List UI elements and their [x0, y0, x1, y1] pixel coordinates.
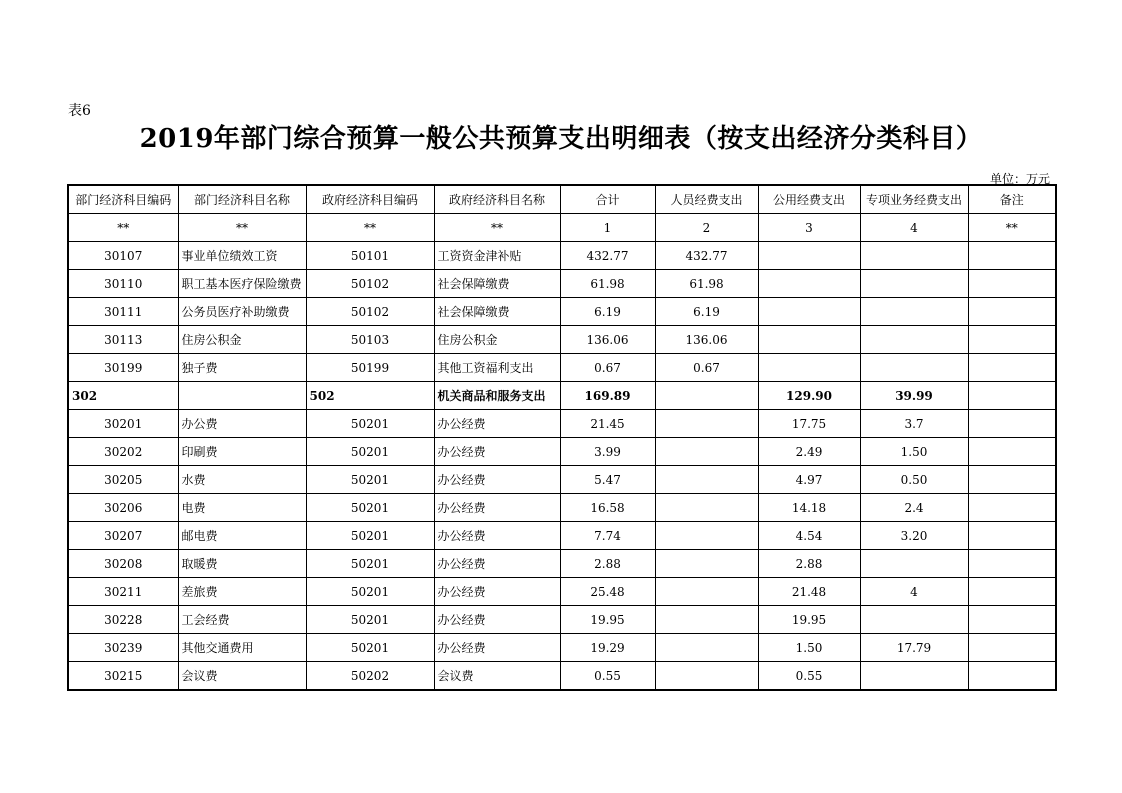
table-cell: 30110	[68, 270, 178, 298]
table-cell	[968, 606, 1056, 634]
table-cell: 部门经济科目编码	[68, 185, 178, 214]
table-cell: 50201	[306, 438, 434, 466]
table-cell: 社会保障缴费	[434, 270, 560, 298]
table-cell: 50201	[306, 522, 434, 550]
table-cell: 50102	[306, 270, 434, 298]
table-cell: 办公经费	[434, 410, 560, 438]
table-cell: 0.55	[560, 662, 655, 691]
table-row	[68, 438, 1056, 466]
table-cell	[968, 438, 1056, 466]
table-cell: 21.48	[758, 578, 860, 606]
table-cell: 1	[560, 214, 655, 242]
table-cell	[968, 522, 1056, 550]
table-cell	[655, 438, 758, 466]
table-cell: 水费	[178, 466, 306, 494]
table-cell: 事业单位绩效工资	[178, 242, 306, 270]
table-row	[68, 466, 1056, 494]
table-cell: 机关商品和服务支出	[434, 382, 560, 410]
table-cell	[758, 242, 860, 270]
table-cell	[860, 606, 968, 634]
table-cell: 50201	[306, 550, 434, 578]
table-cell	[655, 466, 758, 494]
table-cell: 会议费	[434, 662, 560, 691]
table-cell: 4	[860, 578, 968, 606]
table-cell	[968, 662, 1056, 691]
table-cell	[860, 242, 968, 270]
table-cell: 人员经费支出	[655, 185, 758, 214]
table-cell: **	[434, 214, 560, 242]
table-cell	[758, 326, 860, 354]
header-row	[68, 185, 1056, 214]
table-cell	[758, 270, 860, 298]
table-cell: 25.48	[560, 578, 655, 606]
table-cell	[655, 578, 758, 606]
table-cell: 住房公积金	[434, 326, 560, 354]
table-cell	[860, 326, 968, 354]
table-number: 表6	[68, 103, 91, 119]
table-row	[68, 662, 1056, 691]
category-row	[68, 382, 1056, 410]
table-cell	[968, 326, 1056, 354]
table-cell: 5.47	[560, 466, 655, 494]
table-cell	[968, 354, 1056, 382]
table-cell: 50201	[306, 466, 434, 494]
table-cell	[968, 410, 1056, 438]
table-cell: 办公经费	[434, 522, 560, 550]
table-cell: 2	[655, 214, 758, 242]
table-cell: 61.98	[560, 270, 655, 298]
table-cell: **	[68, 214, 178, 242]
table-cell: 169.89	[560, 382, 655, 410]
table-cell: 30239	[68, 634, 178, 662]
table-cell: 50101	[306, 242, 434, 270]
table-row	[68, 326, 1056, 354]
table-cell: 1.50	[860, 438, 968, 466]
table-cell: 50201	[306, 634, 434, 662]
table-cell: 21.45	[560, 410, 655, 438]
table-cell: 会议费	[178, 662, 306, 691]
table-cell	[968, 270, 1056, 298]
table-cell: 1.50	[758, 634, 860, 662]
table-cell	[860, 354, 968, 382]
table-cell: 备注	[968, 185, 1056, 214]
table-cell: 2.49	[758, 438, 860, 466]
table-cell	[860, 550, 968, 578]
table-cell: 16.58	[560, 494, 655, 522]
table-cell: 50202	[306, 662, 434, 691]
table-cell: 30207	[68, 522, 178, 550]
table-cell	[655, 522, 758, 550]
table-cell: 办公经费	[434, 606, 560, 634]
table-cell: 61.98	[655, 270, 758, 298]
table-cell	[655, 634, 758, 662]
column-index-row	[68, 214, 1056, 242]
table-row	[68, 606, 1056, 634]
table-cell: 50201	[306, 410, 434, 438]
table-cell: 30211	[68, 578, 178, 606]
table-cell: 0.55	[758, 662, 860, 691]
table-cell: 3.20	[860, 522, 968, 550]
table-cell: 2.88	[758, 550, 860, 578]
table-cell: 专项业务经费支出	[860, 185, 968, 214]
table-cell: 公务员医疗补助缴费	[178, 298, 306, 326]
table-cell	[655, 550, 758, 578]
table-row	[68, 410, 1056, 438]
table-cell: **	[968, 214, 1056, 242]
table-row	[68, 578, 1056, 606]
table-cell	[860, 298, 968, 326]
table-cell: 30205	[68, 466, 178, 494]
unit-label: 单位：万元	[990, 172, 1051, 186]
table-cell: 302	[68, 382, 178, 410]
table-cell	[968, 242, 1056, 270]
table-cell: 其他工资福利支出	[434, 354, 560, 382]
table-cell: 0.67	[560, 354, 655, 382]
table-cell	[860, 270, 968, 298]
table-cell: 办公费	[178, 410, 306, 438]
table-cell: 50102	[306, 298, 434, 326]
table-row	[68, 634, 1056, 662]
table-cell	[178, 382, 306, 410]
table-cell: 7.74	[560, 522, 655, 550]
table-row	[68, 354, 1056, 382]
table-cell: 19.29	[560, 634, 655, 662]
table-cell: 工会经费	[178, 606, 306, 634]
table-cell	[968, 550, 1056, 578]
table-cell: 50103	[306, 326, 434, 354]
page-title: 2019年部门综合预算一般公共预算支出明细表（按支出经济分类科目）	[139, 124, 983, 154]
table-cell: 4	[860, 214, 968, 242]
table-cell: 差旅费	[178, 578, 306, 606]
table-row	[68, 270, 1056, 298]
table-cell: 14.18	[758, 494, 860, 522]
table-cell: 0.67	[655, 354, 758, 382]
table-cell: 30215	[68, 662, 178, 691]
table-cell: 432.77	[655, 242, 758, 270]
table-cell: 136.06	[560, 326, 655, 354]
table-cell: 其他交通费用	[178, 634, 306, 662]
table-cell	[968, 298, 1056, 326]
table-cell	[655, 382, 758, 410]
table-cell: 30199	[68, 354, 178, 382]
table-cell: 136.06	[655, 326, 758, 354]
table-cell: 办公经费	[434, 494, 560, 522]
table-cell: 办公经费	[434, 466, 560, 494]
table-cell: 3.99	[560, 438, 655, 466]
table-cell	[968, 634, 1056, 662]
table-cell: 30113	[68, 326, 178, 354]
table-cell: 印刷费	[178, 438, 306, 466]
table-cell: 电费	[178, 494, 306, 522]
table-cell: 502	[306, 382, 434, 410]
table-cell: 公用经费支出	[758, 185, 860, 214]
table-cell: 办公经费	[434, 578, 560, 606]
table-cell: 30206	[68, 494, 178, 522]
table-cell: 职工基本医疗保险缴费	[178, 270, 306, 298]
table-row	[68, 242, 1056, 270]
table-cell: 30228	[68, 606, 178, 634]
table-cell: 住房公积金	[178, 326, 306, 354]
table-cell	[968, 578, 1056, 606]
table-cell: 工资资金津补贴	[434, 242, 560, 270]
table-cell	[860, 662, 968, 691]
table-cell: 3	[758, 214, 860, 242]
table-cell: 政府经济科目编码	[306, 185, 434, 214]
table-cell: 30202	[68, 438, 178, 466]
table-cell	[758, 298, 860, 326]
table-cell: 2.4	[860, 494, 968, 522]
table-cell: 30111	[68, 298, 178, 326]
table-row	[68, 522, 1056, 550]
table-cell: 19.95	[560, 606, 655, 634]
table-cell: 129.90	[758, 382, 860, 410]
table-cell: 0.50	[860, 466, 968, 494]
budget-table	[67, 184, 1057, 691]
table-cell: 4.54	[758, 522, 860, 550]
table-row	[68, 550, 1056, 578]
table-cell: 30107	[68, 242, 178, 270]
table-cell: 办公经费	[434, 550, 560, 578]
table-cell	[968, 466, 1056, 494]
table-cell: **	[178, 214, 306, 242]
table-row	[68, 298, 1056, 326]
table-cell: 50201	[306, 578, 434, 606]
table-cell: 17.75	[758, 410, 860, 438]
table-cell: 取暖费	[178, 550, 306, 578]
table-cell: 2.88	[560, 550, 655, 578]
table-cell: 3.7	[860, 410, 968, 438]
table-cell: 30201	[68, 410, 178, 438]
table-cell	[655, 410, 758, 438]
table-cell: 社会保障缴费	[434, 298, 560, 326]
table-cell: 17.79	[860, 634, 968, 662]
table-cell	[655, 662, 758, 691]
table-cell	[758, 354, 860, 382]
table-cell	[968, 494, 1056, 522]
table-cell: 独子费	[178, 354, 306, 382]
table-cell: 邮电费	[178, 522, 306, 550]
table-cell: **	[306, 214, 434, 242]
table-cell: 4.97	[758, 466, 860, 494]
table-cell: 6.19	[560, 298, 655, 326]
table-cell	[655, 494, 758, 522]
table-cell	[655, 606, 758, 634]
table-cell: 合计	[560, 185, 655, 214]
table-cell: 6.19	[655, 298, 758, 326]
table-cell	[968, 382, 1056, 410]
table-cell: 办公经费	[434, 438, 560, 466]
table-cell: 50201	[306, 606, 434, 634]
table-cell: 39.99	[860, 382, 968, 410]
table-cell: 办公经费	[434, 634, 560, 662]
table-cell: 部门经济科目名称	[178, 185, 306, 214]
table-cell: 政府经济科目名称	[434, 185, 560, 214]
table-cell: 50199	[306, 354, 434, 382]
table-cell: 19.95	[758, 606, 860, 634]
table-cell: 50201	[306, 494, 434, 522]
table-cell: 432.77	[560, 242, 655, 270]
table-cell: 30208	[68, 550, 178, 578]
table-row	[68, 494, 1056, 522]
